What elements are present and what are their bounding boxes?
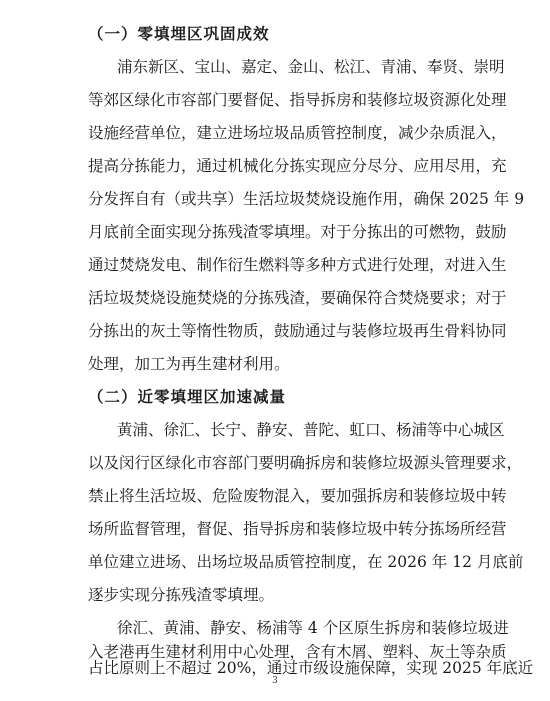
paragraph-line: 逐步实现分拣残渣零填埋。 [88, 586, 275, 604]
paragraph-line: 场所监督管理，督促、指导拆房和装修垃圾中转分拣场所经营 [88, 520, 507, 538]
paragraph-line: 分发挥自有（或共享）生活垃圾焚烧设施作用，确保 2025 年 9 [88, 190, 525, 208]
paragraph-line: 以及闵行区绿化市容部门要明确拆房和装修垃圾源头管理要求， [88, 454, 523, 472]
paragraph-line: 分拣出的灰土等惰性物质，鼓励通过与装修垃圾再生骨料协同 [88, 322, 507, 340]
section-1-heading: （一）零填埋区巩固成效 [88, 25, 270, 43]
paragraph-line: 徐汇、黄浦、静安、杨浦等 4 个区原生拆房和装修垃圾进 [117, 619, 509, 637]
paragraph-line: 浦东新区、宝山、嘉定、金山、松江、青浦、奉贤、崇明 [117, 58, 505, 76]
paragraph-line: 提高分拣能力，通过机械化分拣实现应分尽分、应用尽用，充 [88, 157, 507, 175]
paragraph-line: 占比原则上不超过 20%，通过市级设施保障，实现 2025 年底近 [88, 659, 534, 677]
section-2-heading: （二）近零填埋区加速减量 [88, 388, 287, 406]
page-number: 3 [272, 676, 278, 686]
paragraph-line: 单位建立进场、出场垃圾品质管控制度，在 2026 年 12 月底前 [88, 553, 524, 571]
paragraph-line: 黄浦、徐汇、长宁、静安、普陀、虹口、杨浦等中心城区 [117, 421, 505, 439]
paragraph-line: 处理，加工为再生建材利用。 [88, 355, 290, 373]
paragraph-line: 活垃圾焚烧设施焚烧的分拣残渣，要确保符合焚烧要求；对于 [88, 289, 507, 307]
paragraph-line: 禁止将生活垃圾、危险废物混入，要加强拆房和装修垃圾中转 [88, 487, 507, 505]
paragraph-line: 等郊区绿化市容部门要督促、指导拆房和装修垃圾资源化处理 [88, 91, 507, 109]
paragraph-line: 月底前全面实现分拣残渣零填埋。对于分拣出的可燃物，鼓励 [88, 223, 507, 241]
paragraph-line: 入老港再生建材利用中心处理，含有木屑、塑料、灰土等杂质 [88, 643, 507, 661]
paragraph-line: 设施经营单位，建立进场垃圾品质管控制度，减少杂质混入， [88, 124, 507, 142]
paragraph-line: 通过焚烧发电、制作衍生燃料等多种方式进行处理，对进入生 [88, 256, 507, 274]
